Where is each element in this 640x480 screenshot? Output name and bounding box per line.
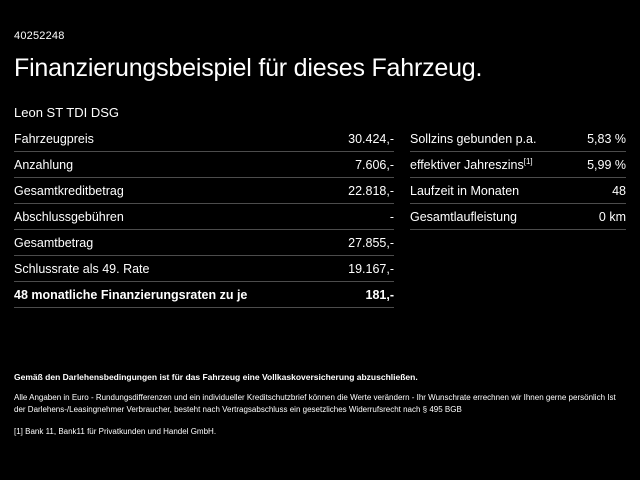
row-label: 48 monatliche Finanzierungsraten zu je (14, 288, 248, 302)
row-label (410, 158, 533, 172)
finance-tables (14, 126, 626, 308)
legal-disclaimer: Alle Angaben in Euro - Rundungsdifferenzen und ein individueller Kreditschutzbrief können die Werte verändern - Ihr Wunschrate errechnen wir Ihnen gerne persönlich Ist der Darlehens-/Leasingnehmer Verbraucher, besteht nach Vertragsabschluss ein gesetzliches Widerrufsrecht nach § 495 BGB (14, 393, 616, 414)
table-row-monthly-rate (14, 282, 394, 308)
row-value: 0 km (598, 210, 626, 224)
legal-footnote: [1] Bank 11, Bank11 für Privatkunden und Handel GmbH. (14, 427, 217, 436)
row-label: Fahrzeugpreis (14, 132, 94, 146)
row-value: 5,99 % (587, 158, 626, 172)
row-value: 48 (612, 184, 626, 198)
page-title: Finanzierungsbeispiel für dieses Fahrzeug. (14, 54, 483, 82)
row-value: 181,- (365, 288, 394, 302)
row-value: 22.818,- (348, 184, 394, 198)
row-value: 30.424,- (348, 132, 394, 146)
row-label: Anzahlung (14, 158, 74, 172)
table-row (410, 204, 626, 230)
vehicle-model-label: Leon ST TDI DSG (14, 105, 120, 120)
column-spacer (394, 126, 410, 308)
table-row (14, 152, 394, 178)
row-label-text: Gesamtlaufleistung (410, 210, 518, 224)
table-row (14, 204, 394, 230)
table-row (14, 230, 394, 256)
row-label-text: effektiver Jahreszins (410, 158, 524, 172)
table-row (410, 152, 626, 178)
row-value: 5,83 % (587, 132, 626, 146)
table-row (14, 178, 394, 204)
row-label: Gesamtbetrag (14, 236, 94, 250)
row-label (410, 132, 536, 146)
table-row (410, 178, 626, 204)
legal-section (14, 372, 626, 437)
reference-id: 40252248 (14, 30, 65, 42)
table-row (14, 256, 394, 282)
row-label (410, 210, 517, 224)
row-label-text: Sollzins gebunden p.a. (410, 132, 537, 146)
footnote-marker: [1] (523, 156, 533, 166)
table-row (14, 126, 394, 152)
row-label: Abschlussgebühren (14, 210, 124, 224)
row-value: - (389, 210, 394, 224)
row-label (410, 184, 519, 198)
row-label-text: Laufzeit in Monaten (410, 184, 520, 198)
row-value: 7.606,- (355, 158, 394, 172)
finance-table-right (410, 126, 626, 308)
finance-table-left (14, 126, 394, 308)
row-value: 27.855,- (348, 236, 394, 250)
row-label: Gesamtkreditbetrag (14, 184, 124, 198)
row-value: 19.167,- (348, 262, 394, 276)
table-row (410, 126, 626, 152)
legal-insurance-notice: Gemäß den Darlehensbedingungen ist für das Fahrzeug eine Vollkaskoversicherung abzuschließen. (14, 372, 418, 382)
row-label: Schlussrate als 49. Rate (14, 262, 150, 276)
